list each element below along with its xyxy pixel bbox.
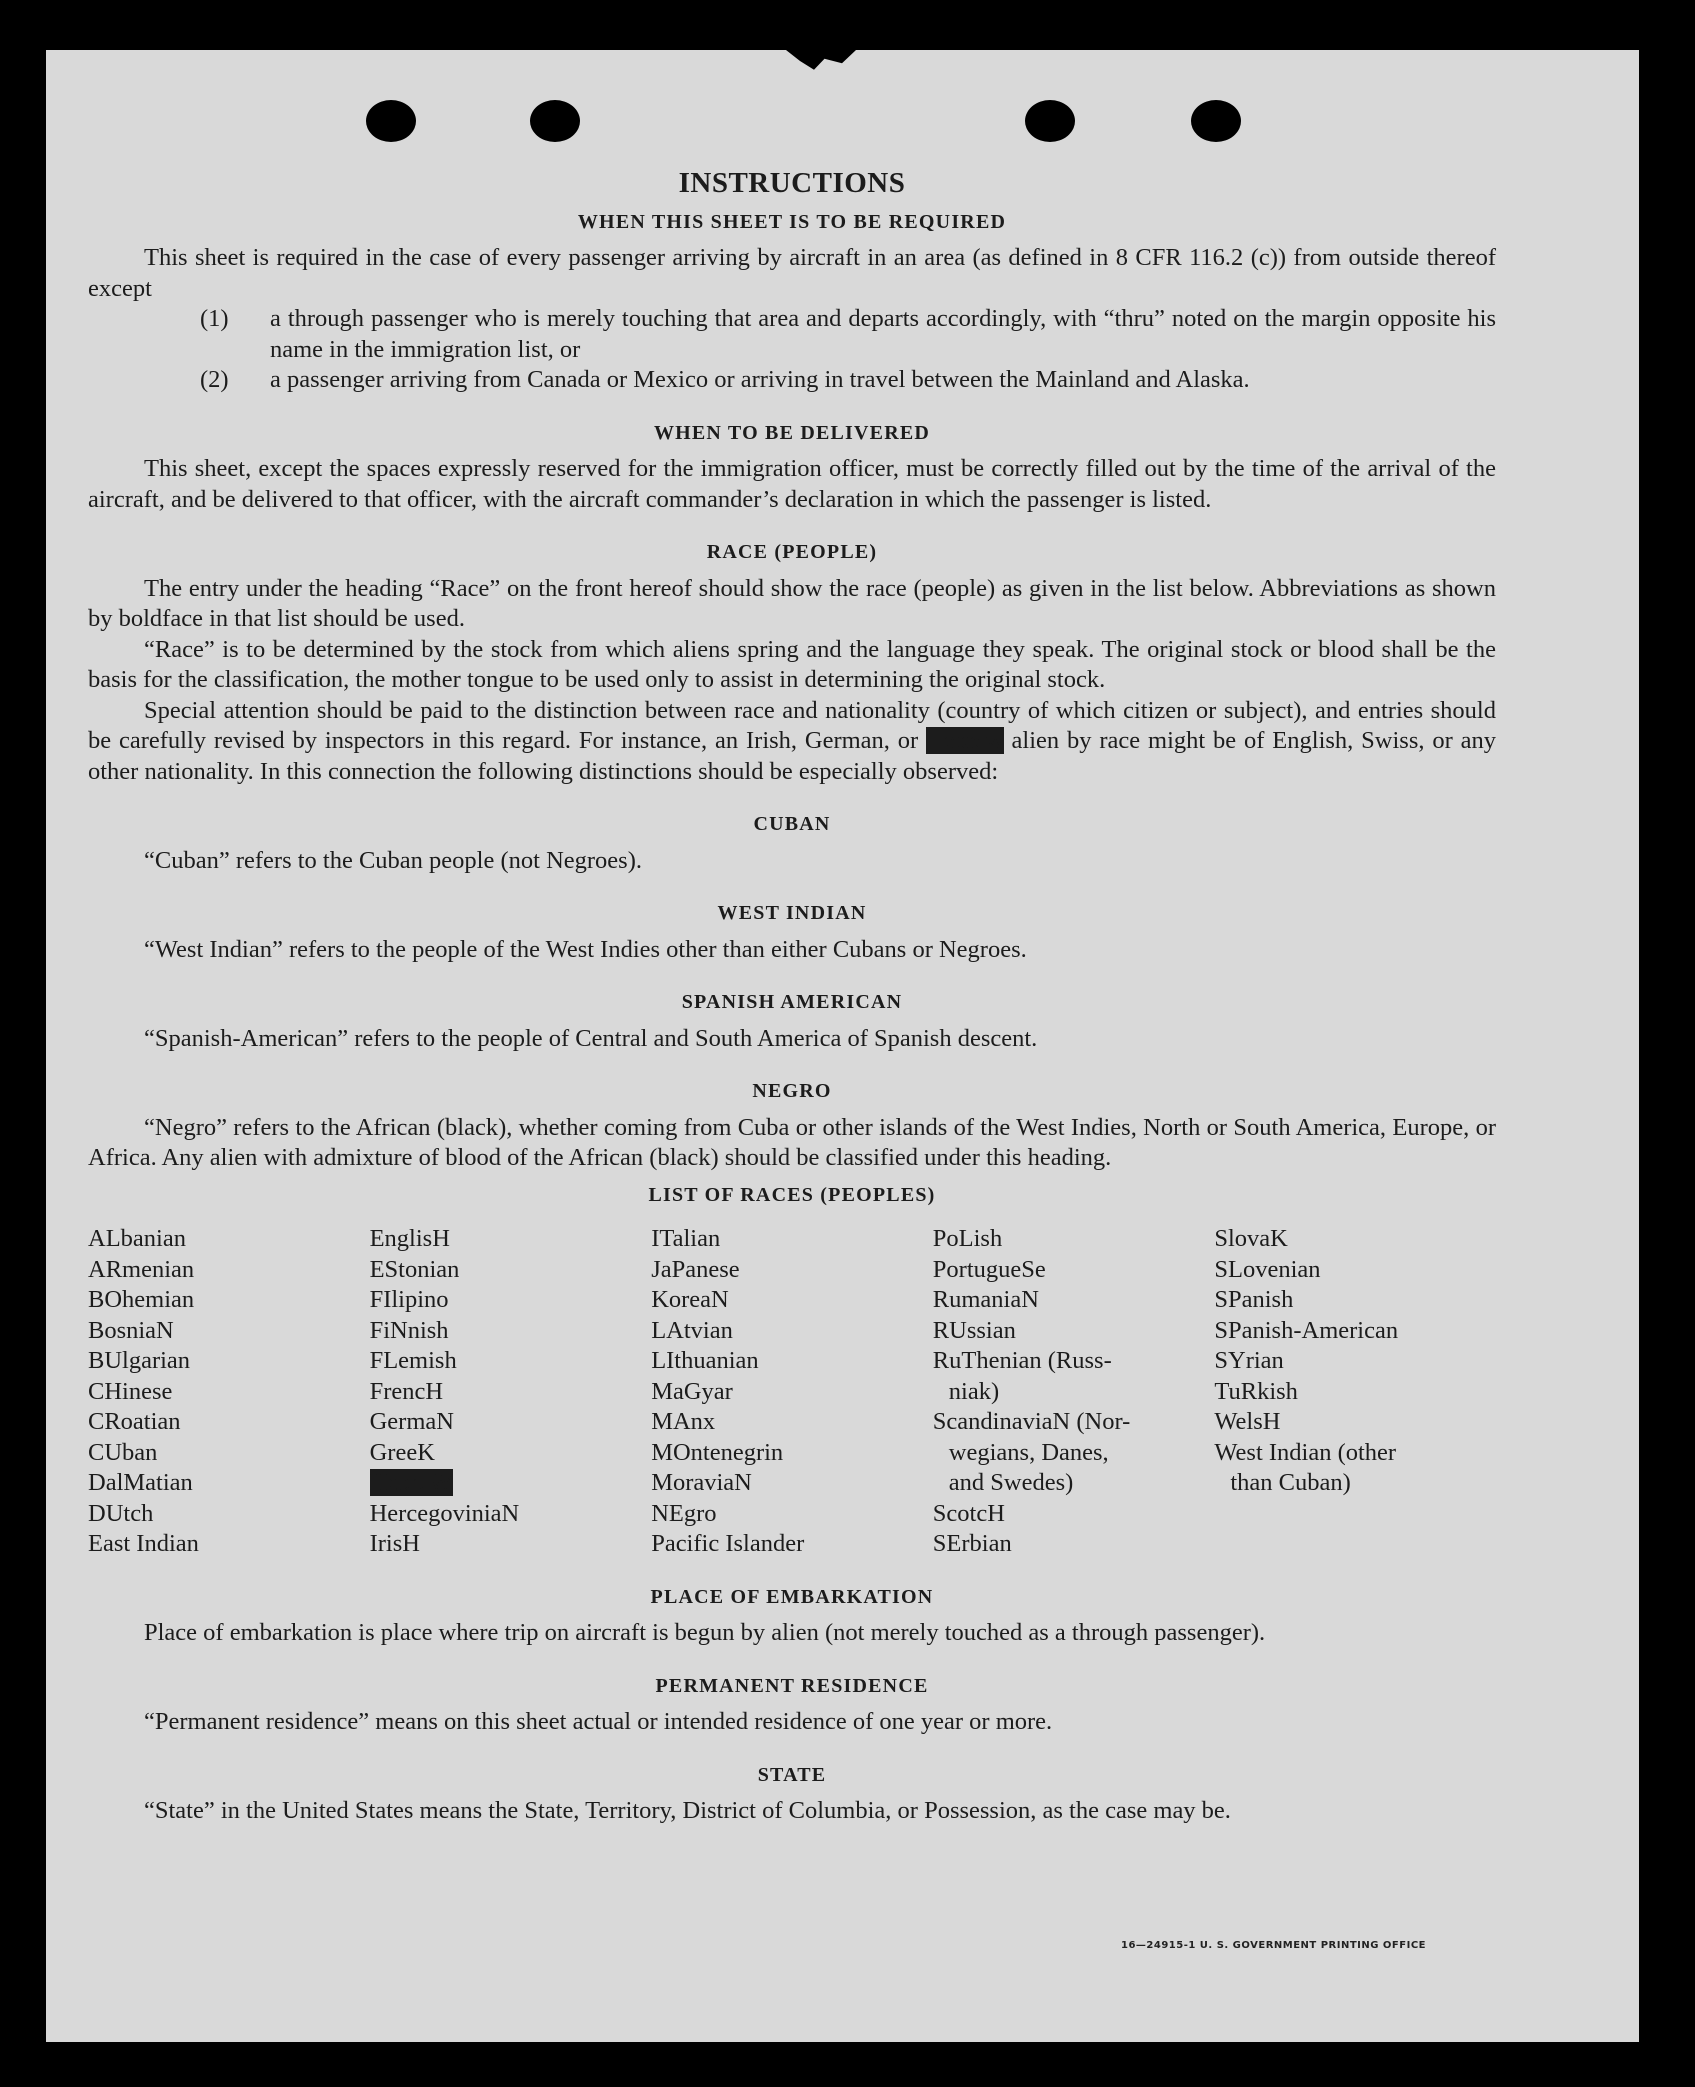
- section-heading: NEGRO: [752, 1080, 832, 1102]
- section-heading: SPANISH AMERICAN: [681, 991, 903, 1013]
- races-column: [933, 1224, 1215, 1560]
- race-entry: RuThenian (Russ-: [932, 1347, 1112, 1374]
- race-entry-continued: and Swedes): [948, 1469, 1074, 1496]
- race-entry: RUssian: [932, 1316, 1016, 1344]
- section-heading: LIST OF RACES (PEOPLES): [648, 1183, 936, 1206]
- race-entry: SYrian: [1214, 1347, 1284, 1374]
- page-title: INSTRUCTIONS: [678, 167, 906, 199]
- instructions-body: [88, 168, 1496, 1827]
- race-entry: IrisH: [369, 1530, 420, 1557]
- race-entry: EnglisH: [369, 1225, 450, 1252]
- races-column: [651, 1224, 933, 1560]
- race-entry: CHinese: [88, 1377, 173, 1405]
- section-heading: CUBAN: [753, 813, 831, 835]
- section-heading: WEST INDIAN: [717, 902, 867, 924]
- race-entry: Pacific Islander: [651, 1530, 805, 1557]
- paragraph: This sheet is required in the case of every passenger arriving by aircraft in an area (as defined in 8 CFR 116.2 (c)) from outside thereof except: [88, 244, 1496, 302]
- torn-edge: [786, 50, 856, 72]
- race-entry: CUban: [88, 1438, 158, 1466]
- list-item: [88, 304, 1496, 365]
- race-entry: EStonian: [369, 1255, 460, 1283]
- race-entry: GreeK: [369, 1438, 435, 1466]
- race-entry: TuRkish: [1214, 1377, 1298, 1405]
- punch-hole: [1025, 100, 1075, 142]
- paragraph: “West Indian” refers to the people of the West Indies other than either Cubans or Negroes.: [144, 935, 1027, 963]
- race-entry: DalMatian: [88, 1469, 193, 1496]
- race-entry-continued: than Cuban): [1230, 1469, 1351, 1496]
- race-entry: HercegoviniaN: [369, 1499, 520, 1527]
- race-entry: ScandinaviaN (Nor-: [932, 1408, 1131, 1435]
- race-entry-continued: wegians, Danes,: [948, 1438, 1109, 1466]
- race-entry: MOntenegrin: [651, 1438, 784, 1466]
- paragraph: “Permanent residence” means on this sheet actual or intended residence of one year or more.: [144, 1708, 1053, 1735]
- race-entry: MoraviaN: [651, 1469, 752, 1496]
- text-run: alien by race might be of English, Swiss, or any other nationality. In this connection the following distinctions should be especially observed:: [88, 727, 1497, 785]
- race-entry: BosniaN: [88, 1316, 174, 1344]
- race-entry: SPanish-American: [1214, 1316, 1399, 1344]
- race-entry: JaPanese: [651, 1255, 740, 1283]
- section-heading: PLACE OF EMBARKATION: [650, 1585, 934, 1608]
- race-entry: PortugueSe: [932, 1255, 1046, 1283]
- race-entry-continued: niak): [948, 1377, 1000, 1405]
- race-entry: FIlipino: [369, 1286, 449, 1313]
- document-sheet: [46, 50, 1639, 2042]
- races-list: [88, 1224, 1496, 1560]
- paragraph: Place of embarkation is place where trip on aircraft is begun by alien (not merely touched as a through passenger).: [144, 1619, 1266, 1646]
- race-entry: MaGyar: [651, 1377, 733, 1405]
- punch-hole: [530, 100, 580, 142]
- race-entry: East Indian: [88, 1530, 199, 1557]
- race-entry: SLovenian: [1214, 1255, 1321, 1283]
- races-column: [88, 1224, 370, 1560]
- race-entry: SlovaK: [1214, 1225, 1288, 1252]
- struck-word: Hebrew: [926, 727, 1004, 754]
- list-item-number: (2): [200, 366, 229, 393]
- list-item: [88, 365, 1496, 396]
- list-item-text: a passenger arriving from Canada or Mexico or arriving in travel between the Mainland and Alaska.: [270, 366, 1250, 393]
- list-item-number: (1): [200, 305, 229, 332]
- paragraph: [88, 696, 1496, 788]
- paragraph: This sheet, except the spaces expressly reserved for the immigration officer, must be correctly filled out by the time of the arrival of the aircraft, and be delivered to that officer, with the aircraft commander’s declaration in which the passenger is listed.: [88, 455, 1496, 513]
- text-run: Special attention should be paid to the distinction between race and nationality (country of which citizen or subject), and entries should be carefully revised by inspectors in this regard. For instance, an Irish, German, or: [88, 696, 1496, 754]
- race-entry: DUtch: [88, 1499, 154, 1527]
- race-entry: RumaniaN: [932, 1286, 1039, 1313]
- race-entry-struck: [370, 1468, 652, 1499]
- race-entry: MAnx: [651, 1408, 716, 1435]
- paragraph: “Spanish-American” refers to the people of Central and South America of Spanish descent.: [144, 1024, 1038, 1052]
- race-entry: NEgro: [651, 1499, 717, 1527]
- section-heading: RACE (PEOPLE): [706, 541, 878, 563]
- section-heading: STATE: [757, 1763, 827, 1786]
- list-item-text: a through passenger who is merely touching that area and departs accordingly, with “thru” noted on the margin opposite his name in the immigration list, or: [270, 305, 1496, 363]
- printer-imprint: 16—24915-1 U. S. GOVERNMENT PRINTING OFFICE: [1121, 1940, 1426, 1951]
- race-entry: West Indian (other: [1214, 1438, 1397, 1466]
- race-entry: BOhemian: [88, 1286, 195, 1313]
- section-heading: WHEN TO BE DELIVERED: [653, 421, 931, 444]
- races-column: [1214, 1224, 1496, 1560]
- races-column: [370, 1224, 652, 1560]
- race-entry: ARmenian: [88, 1255, 195, 1283]
- race-entry: SErbian: [932, 1530, 1012, 1557]
- race-entry: PoLish: [932, 1225, 1003, 1252]
- struck-word: HebreW: [369, 1469, 453, 1496]
- race-entry: SPanish: [1214, 1286, 1294, 1313]
- section-heading: PERMANENT RESIDENCE: [655, 1674, 929, 1697]
- race-entry: LIthuanian: [651, 1347, 759, 1374]
- paragraph: “Negro” refers to the African (black), whether coming from Cuba or other islands of the West Indies, North or South America, Europe, or Africa. Any alien with admixture of blood of the African (black) should be classified under this heading.: [88, 1113, 1496, 1171]
- race-entry: ScotcH: [932, 1499, 1005, 1527]
- paragraph: The entry under the heading “Race” on the front hereof should show the race (people) as given in the list below. Abbreviations as shown by boldface in that list should be used.: [88, 574, 1496, 632]
- paragraph: “Cuban” refers to the Cuban people (not Negroes).: [144, 846, 642, 874]
- race-entry: FiNnish: [369, 1316, 449, 1344]
- race-entry: ALbanian: [88, 1225, 186, 1252]
- race-entry: ITalian: [651, 1225, 721, 1252]
- race-entry: WelsH: [1214, 1408, 1281, 1435]
- paragraph: “State” in the United States means the State, Territory, District of Columbia, or Possession, as the case may be.: [144, 1797, 1231, 1824]
- race-entry: KoreaN: [651, 1286, 729, 1313]
- punch-hole: [1191, 100, 1241, 142]
- race-entry: BUlgarian: [88, 1347, 191, 1374]
- section-heading: WHEN THIS SHEET IS TO BE REQUIRED: [577, 210, 1007, 233]
- race-entry: CRoatian: [88, 1408, 181, 1435]
- paragraph: “Race” is to be determined by the stock from which aliens spring and the language they speak. The original stock or blood shall be the basis for the classification, the mother tongue to be used only to assist in determining the original stock.: [88, 635, 1496, 693]
- punch-hole: [366, 100, 416, 142]
- race-entry: FrencH: [369, 1377, 444, 1405]
- race-entry: GermaN: [369, 1408, 454, 1435]
- race-entry: LAtvian: [651, 1316, 733, 1344]
- race-entry: FLemish: [369, 1347, 457, 1374]
